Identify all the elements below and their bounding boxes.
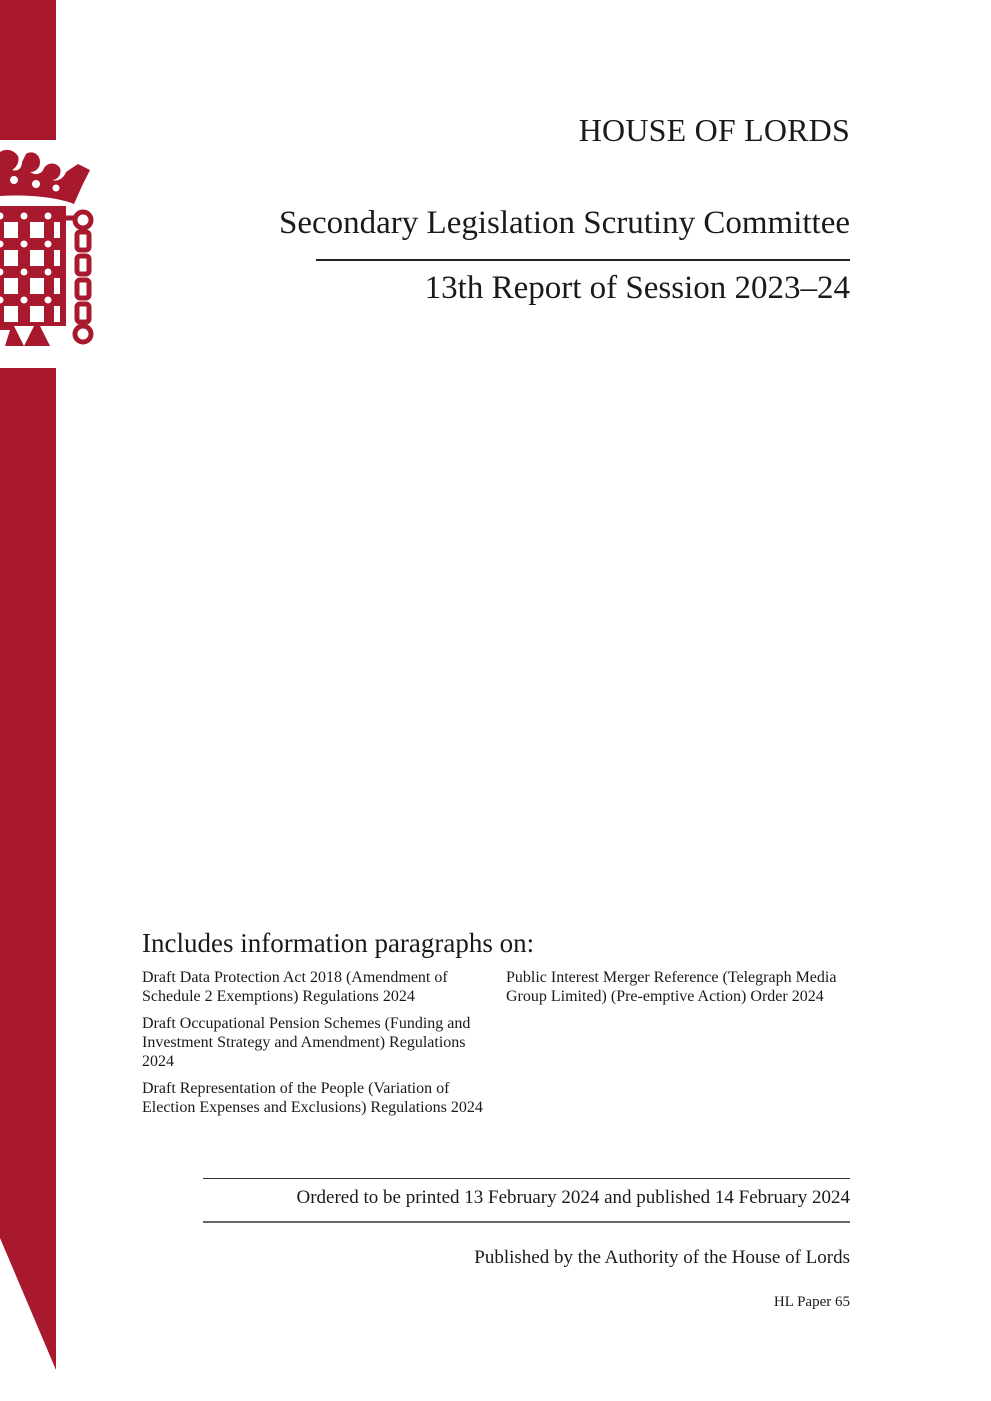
institution-title: HOUSE OF LORDS [578,112,850,148]
footer-divider-top [203,1178,850,1179]
portcullis-crown-icon [0,140,100,372]
included-instrument: Draft Representation of the People (Variation of Election Expenses and Exclusions) Regulations 2024 [142,1080,483,1116]
included-instrument: Public Interest Merger Reference (Telegraph Media Group Limited) (Pre-emptive Action) Order 2024 [506,969,837,1005]
committee-title: Secondary Legislation Scrutiny Committee [279,205,850,241]
includes-right-column [506,968,856,1014]
report-title: 13th Report of Session 2023–24 [424,270,850,306]
title-divider [316,259,850,261]
included-instrument: Draft Occupational Pension Schemes (Funding and Investment Strategy and Amendment) Regulations 2024 [142,1015,471,1070]
published-by-line: Published by the Authority of the House of Lords [474,1247,850,1268]
includes-left-column [142,968,492,1125]
ordered-printed-line: Ordered to be printed 13 February 2024 and published 14 February 2024 [296,1187,850,1208]
included-instrument: Draft Data Protection Act 2018 (Amendment of Schedule 2 Exemptions) Regulations 2024 [142,969,448,1005]
paper-number: HL Paper 65 [773,1294,850,1310]
includes-heading: Includes information paragraphs on: [142,928,535,958]
footer-divider-bottom [203,1221,850,1223]
